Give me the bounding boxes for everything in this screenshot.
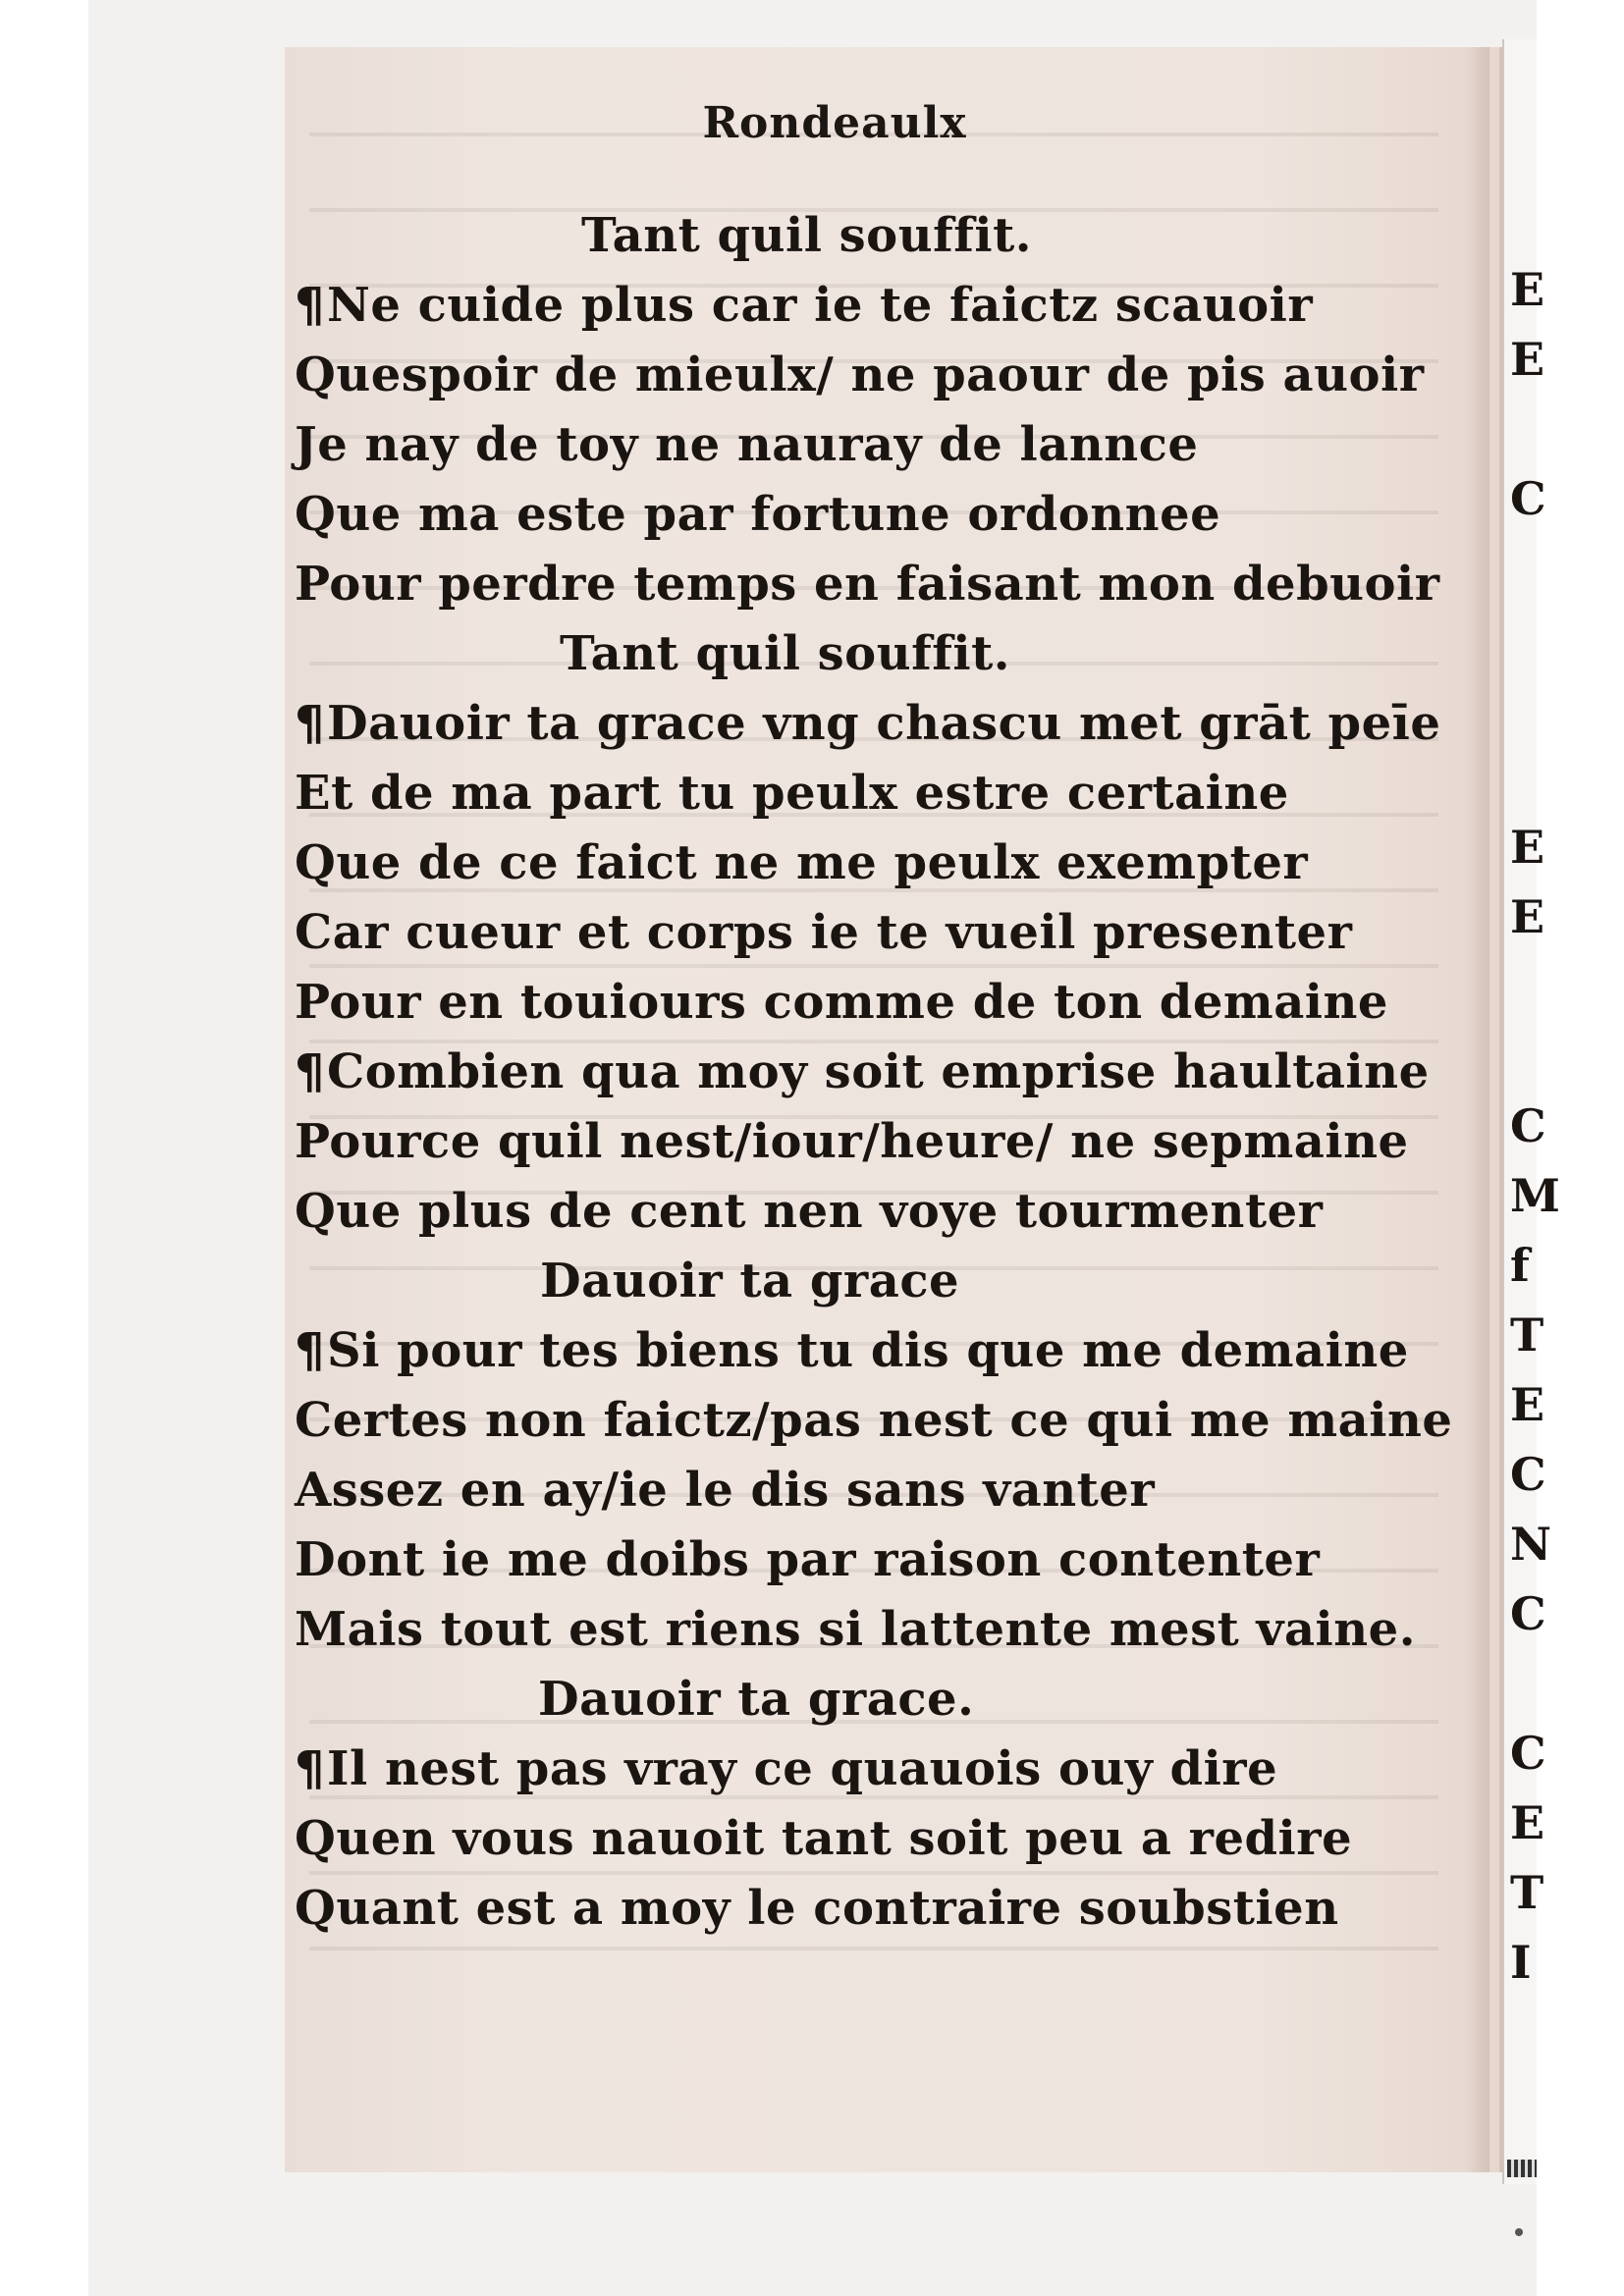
pilcrow-mark: ¶ — [295, 1741, 326, 1796]
verse-line — [295, 1456, 1502, 1525]
verse-line — [295, 898, 1502, 968]
line-text: Dauoir ta grace — [540, 1254, 960, 1308]
pilcrow-mark: ¶ — [295, 278, 326, 333]
verse-line — [295, 1595, 1502, 1665]
verse-line — [295, 1874, 1502, 1944]
verse-line — [295, 689, 1502, 759]
pilcrow-mark: ¶ — [295, 1323, 326, 1378]
line-text: Tant quil souffit. — [581, 208, 1032, 263]
line-text: Dont ie me doibs par raison contenter — [295, 1532, 1321, 1587]
poem-text-block — [295, 201, 1502, 1944]
verse-line — [295, 550, 1502, 619]
verse-line — [295, 480, 1502, 550]
line-text: Tant quil souffit. — [560, 626, 1010, 681]
line-text: Je nay de toy ne nauray de lannce — [295, 417, 1199, 472]
verse-line — [295, 1804, 1502, 1874]
line-text: Pour en touiours comme de ton demaine — [295, 975, 1388, 1030]
verse-line — [295, 1735, 1502, 1804]
line-text: Assez en ay/ie le dis sans vanter — [295, 1463, 1156, 1518]
line-text: Quespoir de mieulx/ ne paour de pis auoir — [295, 347, 1425, 402]
line-text: Pource quil nest/iour/heure/ ne sepmaine — [295, 1114, 1409, 1169]
line-text: Car cueur et corps ie te vueil presenter — [295, 905, 1353, 960]
line-text: Quant est a moy le contraire soubstien — [295, 1881, 1339, 1936]
verse-line — [295, 1316, 1502, 1386]
facing-page-ornament — [1507, 2160, 1537, 2177]
line-text: Il nest pas vray ce quauois ouy dire — [327, 1741, 1278, 1796]
line-text: Que de ce faict ne me peulx exempter — [295, 835, 1309, 890]
verse-line — [295, 1386, 1502, 1456]
verse-line — [295, 1038, 1502, 1107]
line-text: Certes non faictz/pas nest ce qui me maine — [295, 1393, 1453, 1448]
refrain-line — [295, 619, 1502, 689]
refrain-line — [295, 1665, 1502, 1735]
line-text: Que ma este par fortune ordonnee — [295, 487, 1221, 542]
refrain-line — [295, 1247, 1502, 1316]
verse-line — [295, 1107, 1502, 1177]
verse-line — [295, 968, 1502, 1038]
line-text: Ne cuide plus car ie te faictz scauoir — [327, 278, 1314, 333]
line-text: Et de ma part tu peulx estre certaine — [295, 766, 1289, 821]
verse-line — [295, 759, 1502, 828]
line-text: Que plus de cent nen voye tourmenter — [295, 1184, 1324, 1239]
pilcrow-mark: ¶ — [295, 1044, 326, 1099]
verse-line — [295, 1525, 1502, 1595]
line-text: Combien qua moy soit emprise haultaine — [327, 1044, 1430, 1099]
running-head: Rondeaulx — [702, 98, 967, 148]
refrain-line — [295, 201, 1502, 271]
line-text: Mais tout est riens si lattente mest vaine. — [295, 1602, 1416, 1657]
line-text: Dauoir ta grace vng chascu met grāt peīe — [327, 696, 1441, 751]
verse-line — [295, 341, 1502, 410]
line-text: Dauoir ta grace. — [538, 1672, 975, 1727]
pilcrow-mark: ¶ — [295, 696, 326, 751]
facing-page-letter-fragments: E E C E E C M f T E C N C C E T I — [1510, 263, 1560, 1989]
line-text: Quen vous nauoit tant soit peu a redire — [295, 1811, 1353, 1866]
verse-line — [295, 1177, 1502, 1247]
verse-line — [295, 271, 1502, 341]
margin-mark — [1515, 2228, 1523, 2236]
line-text: Si pour tes biens tu dis que me demaine — [327, 1323, 1409, 1378]
verse-line — [295, 828, 1502, 898]
line-text: Pour perdre temps en faisant mon debuoir — [295, 557, 1440, 612]
verse-line — [295, 410, 1502, 480]
